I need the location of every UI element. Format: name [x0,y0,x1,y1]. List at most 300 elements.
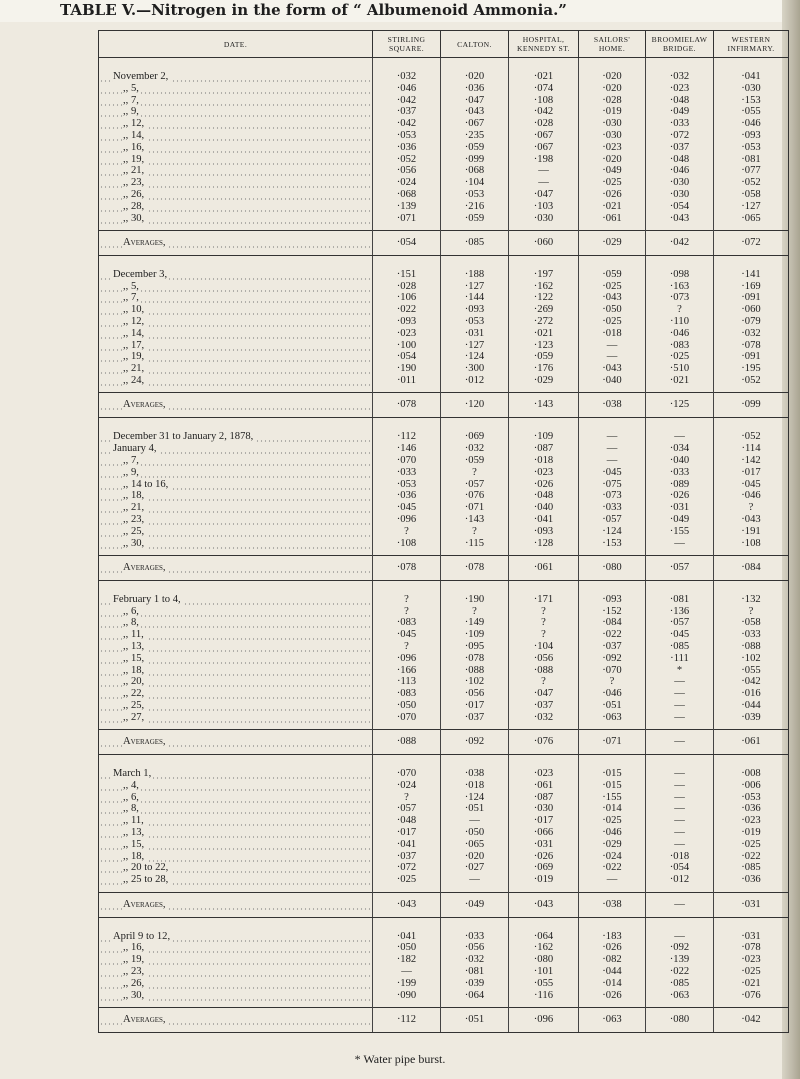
averages-label [99,555,373,580]
value-cell: ·061 [579,213,646,225]
value-cell: ·030 [579,118,646,130]
value-cell: ·030 [579,130,646,142]
value-cell: ? [441,467,509,479]
value-cell: ·020 [441,71,509,83]
value-cell: ·020 [579,154,646,166]
value-cell: ·053 [441,316,509,328]
date-cell [99,443,373,455]
spacer-cell [714,255,789,269]
date-text: ,, 21, [123,165,145,177]
date-text: ,, 14, [123,129,145,141]
value-cell: ·112 [373,431,441,443]
date-text: ,, 6, [123,605,139,617]
date-cell [99,292,373,304]
value-cell: ·022 [579,629,646,641]
date-cell [99,851,373,863]
value-cell: ·128 [509,538,579,550]
table-row [99,606,789,618]
value-cell: ? [509,606,579,618]
value-cell: ·033 [441,931,509,943]
value-cell: ·144 [441,292,509,304]
value-cell: ·300 [441,363,509,375]
table-row [99,803,789,815]
section-spacer [99,58,789,72]
value-cell: ·042 [373,95,441,107]
value-cell: ·083 [373,688,441,700]
value-cell: ·025 [714,966,789,978]
value-cell: ·056 [441,688,509,700]
table-row [99,455,789,467]
value-cell: ·032 [441,443,509,455]
date-text: Averages, [123,561,166,573]
date-cell [99,874,373,886]
value-cell: ·052 [373,154,441,166]
date-cell [99,106,373,118]
spacer-cell [646,580,714,594]
value-cell: ·092 [646,942,714,954]
date-text: December 31 to January 2, 1878, [113,431,254,443]
value-cell: ·093 [441,304,509,316]
spacer-cell [714,418,789,432]
value-cell: ·072 [714,230,789,255]
value-cell: ·039 [714,712,789,724]
value-cell: ·036 [373,142,441,154]
value-cell: ·027 [441,862,509,874]
value-cell: ·032 [714,328,789,340]
value-cell: ·026 [579,942,646,954]
ammonia-table [98,30,789,1033]
value-cell: ·037 [441,712,509,724]
value-cell: ·061 [714,730,789,755]
value-cell: ·050 [373,700,441,712]
value-cell: ·102 [714,653,789,665]
value-cell: ·088 [509,665,579,677]
date-text: ,, 11, [123,815,144,827]
date-text: Averages, [123,399,166,411]
spacer-cell [441,58,509,72]
value-cell: ? [646,304,714,316]
value-cell: ·015 [579,768,646,780]
date-text: ,, 6, [123,791,139,803]
value-cell: ·199 [373,978,441,990]
value-cell: ·047 [509,189,579,201]
date-text: ,, 5, [123,82,139,94]
value-cell: ? [373,606,441,618]
value-cell: — [509,177,579,189]
value-cell: ·100 [373,340,441,352]
value-cell: ·023 [714,954,789,966]
value-cell: ·038 [579,393,646,418]
value-cell: * [646,665,714,677]
date-text: ,, 15, [123,838,145,850]
value-cell: ·043 [579,363,646,375]
value-cell: ·023 [509,467,579,479]
value-cell: ·078 [441,653,509,665]
value-cell: ·081 [646,594,714,606]
value-cell: — [646,827,714,839]
value-cell: ·091 [714,292,789,304]
value-cell: ·109 [441,629,509,641]
date-cell [99,154,373,166]
averages-row [99,393,789,418]
date-text: ,, 7, [123,292,139,304]
column-header-date: DATE. [99,31,373,58]
date-cell [99,490,373,502]
value-cell: ·104 [441,177,509,189]
value-cell: ·052 [714,375,789,387]
value-cell: ·045 [579,467,646,479]
value-cell: ·047 [441,95,509,107]
date-text: ,, 16, [123,141,145,153]
section-spacer [99,917,789,931]
value-cell: ·067 [509,142,579,154]
value-cell: ·078 [373,555,441,580]
value-cell: ·040 [646,455,714,467]
table-body [99,58,789,1033]
value-cell: ·077 [714,165,789,177]
value-cell: ·046 [646,328,714,340]
value-cell: ·067 [509,130,579,142]
value-cell: ·044 [714,700,789,712]
spacer-cell [99,917,373,931]
value-cell: ·026 [579,189,646,201]
spacer-cell [509,418,579,432]
value-cell: ·049 [441,892,509,917]
date-cell [99,328,373,340]
date-text: ,, 7, [123,94,139,106]
value-cell: ? [509,629,579,641]
date-cell [99,304,373,316]
value-cell: ? [373,594,441,606]
value-cell: ·124 [441,792,509,804]
value-cell: ·042 [509,106,579,118]
date-cell [99,363,373,375]
value-cell: ·079 [714,316,789,328]
value-cell: ·059 [579,269,646,281]
value-cell: — [441,874,509,886]
value-cell: ·031 [714,892,789,917]
value-cell: ·036 [714,803,789,815]
value-cell: ·028 [579,95,646,107]
spacer-cell [714,917,789,931]
value-cell: ·018 [579,328,646,340]
table-row [99,862,789,874]
value-cell: ·087 [509,443,579,455]
value-cell: ·068 [373,189,441,201]
value-cell: ·063 [579,1007,646,1032]
value-cell: ·048 [646,154,714,166]
spacer-cell [373,917,441,931]
value-cell: ·076 [714,990,789,1002]
value-cell: ·111 [646,653,714,665]
date-cell [99,201,373,213]
table-row [99,712,789,724]
value-cell: ·083 [373,617,441,629]
value-cell: — [579,455,646,467]
date-text: ,, 30, [123,212,145,224]
value-cell: ·025 [579,316,646,328]
section-spacer [99,418,789,432]
value-cell: ·037 [579,641,646,653]
date-text: ,, 25, [123,699,145,711]
spacer-cell [714,580,789,594]
value-cell: ·043 [373,892,441,917]
spacer-cell [509,917,579,931]
value-cell: ·053 [714,142,789,154]
value-cell: ·102 [441,676,509,688]
value-cell: ·127 [441,281,509,293]
date-text: ,, 8, [123,617,139,629]
value-cell: ·191 [714,526,789,538]
date-cell [99,665,373,677]
date-cell [99,467,373,479]
value-cell: ·082 [579,954,646,966]
value-cell: ·042 [714,1007,789,1032]
value-cell: — [646,431,714,443]
value-cell: ·023 [509,768,579,780]
value-cell: ·096 [373,514,441,526]
value-cell: ·038 [579,892,646,917]
value-cell: ·068 [441,165,509,177]
value-cell: ·036 [441,83,509,95]
date-text: ,, 30, [123,537,145,549]
value-cell: ·195 [714,363,789,375]
date-cell [99,526,373,538]
date-text: ,, 7, [123,454,139,466]
date-cell [99,803,373,815]
value-cell: ·052 [714,177,789,189]
value-cell: ·071 [441,502,509,514]
value-cell: ·108 [714,538,789,550]
table-row [99,792,789,804]
value-cell: ·006 [714,780,789,792]
date-cell [99,966,373,978]
column-header-broomielaw-bridge: BROOMIELAW BRIDGE. [646,31,714,58]
value-cell: ·038 [441,768,509,780]
value-cell: — [509,165,579,177]
date-text: ,, 25, [123,525,145,537]
value-cell: ·070 [373,712,441,724]
value-cell: ·049 [646,514,714,526]
value-cell: ·061 [509,780,579,792]
date-cell [99,815,373,827]
table-row [99,966,789,978]
averages-row [99,230,789,255]
table-row [99,942,789,954]
date-text: ,, 11, [123,629,144,641]
value-cell: ·123 [509,340,579,352]
value-cell: ·139 [373,201,441,213]
value-cell: ·017 [441,700,509,712]
value-cell: ·021 [509,328,579,340]
value-cell: ·272 [509,316,579,328]
spacer-cell [99,755,373,769]
value-cell: ·081 [441,966,509,978]
date-cell [99,641,373,653]
table-row [99,431,789,443]
spacer-cell [646,418,714,432]
value-cell: ·046 [579,827,646,839]
date-cell [99,502,373,514]
value-cell: ·014 [579,803,646,815]
date-cell [99,617,373,629]
date-text: ,, 18, [123,664,145,676]
value-cell: ·072 [373,862,441,874]
value-cell: ·048 [373,815,441,827]
date-cell [99,130,373,142]
date-cell [99,978,373,990]
value-cell: ·092 [441,730,509,755]
date-text: ,, 13, [123,827,145,839]
value-cell: ·143 [509,393,579,418]
value-cell: ·055 [714,665,789,677]
value-cell: ·041 [714,71,789,83]
value-cell: ·054 [646,862,714,874]
value-cell: ·023 [714,815,789,827]
value-cell: ·092 [579,653,646,665]
value-cell: ·080 [579,555,646,580]
spacer-cell [373,755,441,769]
table-row [99,490,789,502]
value-cell: ·039 [441,978,509,990]
spacer-cell [441,917,509,931]
value-cell: ·040 [509,502,579,514]
table-row [99,851,789,863]
value-cell: ·053 [714,792,789,804]
date-text: ,, 21, [123,502,145,514]
value-cell: ·059 [441,142,509,154]
value-cell: ·124 [441,351,509,363]
value-cell: ·198 [509,154,579,166]
value-cell: — [579,443,646,455]
value-cell: ·041 [373,839,441,851]
value-cell: ·093 [373,316,441,328]
value-cell: ·057 [646,617,714,629]
value-cell: ·021 [646,375,714,387]
date-cell [99,792,373,804]
date-text: January 4, [113,443,157,455]
value-cell: — [646,676,714,688]
value-cell: ·032 [373,71,441,83]
value-cell: ·014 [579,978,646,990]
value-cell: ·053 [441,189,509,201]
date-cell [99,700,373,712]
value-cell: ·023 [579,142,646,154]
value-cell: ·122 [509,292,579,304]
value-cell: — [646,792,714,804]
value-cell: ·031 [509,839,579,851]
spacer-cell [509,755,579,769]
date-text: ,, 20, [123,676,145,688]
value-cell: — [646,768,714,780]
value-cell: ·106 [373,292,441,304]
spacer-cell [509,580,579,594]
value-cell: ·099 [714,393,789,418]
value-cell: ·093 [714,130,789,142]
date-cell [99,862,373,874]
table-row [99,304,789,316]
value-cell: — [646,931,714,943]
value-cell: ·042 [714,676,789,688]
spacer-cell [579,58,646,72]
value-cell: ·046 [714,490,789,502]
date-text: ,, 13, [123,640,145,652]
date-text: ,, 18, [123,490,145,502]
value-cell: ·046 [373,83,441,95]
table-row [99,201,789,213]
table-row [99,700,789,712]
date-cell [99,712,373,724]
value-cell: ·060 [714,304,789,316]
value-cell: — [646,538,714,550]
value-cell: ·022 [646,966,714,978]
value-cell: ·510 [646,363,714,375]
value-cell: ·070 [579,665,646,677]
value-cell: ·025 [579,815,646,827]
value-cell: ·065 [441,839,509,851]
date-text: ,, 16, [123,942,145,954]
value-cell: ·032 [441,954,509,966]
value-cell: ·036 [373,490,441,502]
value-cell: ·095 [441,641,509,653]
value-cell: ·155 [579,792,646,804]
table-row [99,978,789,990]
value-cell: ·019 [714,827,789,839]
value-cell: ·048 [509,490,579,502]
value-cell: ·188 [441,269,509,281]
value-cell: ·045 [373,502,441,514]
value-cell: ·071 [373,213,441,225]
value-cell: ? [714,502,789,514]
value-cell: ·085 [441,230,509,255]
section-spacer [99,755,789,769]
value-cell: ·176 [509,363,579,375]
value-cell: ·070 [373,768,441,780]
value-cell: ·108 [509,95,579,107]
value-cell: ·269 [509,304,579,316]
date-cell [99,839,373,851]
value-cell: ·071 [579,730,646,755]
value-cell: ·124 [579,526,646,538]
value-cell: ·171 [509,594,579,606]
column-header-sailors-home: SAILORS' HOME. [579,31,646,58]
value-cell: ·141 [714,269,789,281]
table-row [99,177,789,189]
value-cell: ·026 [509,851,579,863]
date-cell [99,768,373,780]
value-cell: ·021 [714,978,789,990]
value-cell: ·059 [441,213,509,225]
value-cell: ·053 [373,479,441,491]
value-cell: ·104 [509,641,579,653]
date-text: Averages, [123,898,166,910]
value-cell: ·069 [509,862,579,874]
date-cell [99,351,373,363]
table-row [99,269,789,281]
table-row [99,95,789,107]
value-cell: ·085 [646,978,714,990]
value-cell: ·021 [579,201,646,213]
value-cell: ·142 [714,455,789,467]
value-cell: ·063 [579,712,646,724]
value-cell: ·078 [714,942,789,954]
value-cell: ·032 [509,712,579,724]
averages-row [99,1007,789,1032]
value-cell: ·057 [579,514,646,526]
value-cell: ·054 [373,351,441,363]
value-cell: ·078 [714,340,789,352]
value-cell: — [646,712,714,724]
